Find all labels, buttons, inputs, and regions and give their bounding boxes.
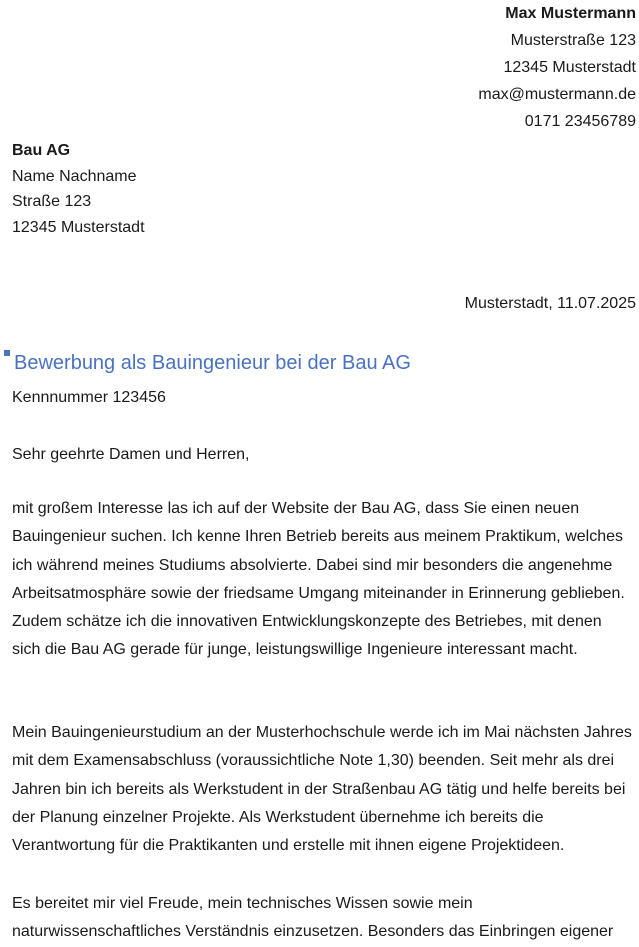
sender-street: Musterstraße 123 <box>510 32 636 49</box>
body-paragraph-3: Es bereitet mir viel Freude, mein technisches Wissen sowie mein naturwissenschaftliches Verständnis einzusetzen. Besonders das Einbringen eigener <box>12 895 614 941</box>
sender-name: Max Mustermann <box>505 5 636 22</box>
body-paragraph-2: Mein Bauingenieurstudium an der Musterhochschule werde ich im Mai nächsten Jahres mit dem Examensabschluss (voraussichtliche Note 1,30) beenden. Seit mehr als drei Jahren bin ich bereits als Werkstudent in der Straßenbau AG tätig und helfe bereits bei der Planung einzelner Projekte. Als Werkstudent übernehme ich bereits die Verantwortung für die Praktikanten und erstelle mit ihnen eigene Projektideen. <box>12 724 632 855</box>
subject-marker-icon <box>4 350 10 356</box>
sender-block <box>478 0 636 135</box>
body-paragraph-1: mit großem Interesse las ich auf der Website der Bau AG, dass Sie einen neuen Bauingenieur suchen. Ich kenne Ihren Betrieb bereits aus meinem Praktikum, welches ich während meines Studiums absolvierte. Dabei sind mir besonders die angenehme Arbeitsatmosphäre sowie der friedsame Umgang miteinander in Erinnerung geblieben. Zudem schätze ich die innovativen Entwicklungskonzepte des Betriebes, mit denen sich die Bau AG gerade für junge, leistungswillige Ingenieure interessant macht. <box>12 500 625 659</box>
sender-city: 12345 Musterstadt <box>503 59 636 76</box>
letter-subject: Bewerbung als Bauingenieur bei der Bau AG <box>14 352 411 374</box>
letter-date: Musterstadt, 11.07.2025 <box>464 295 636 312</box>
reference-number: Kennnummer 123456 <box>12 389 166 406</box>
recipient-block <box>12 138 145 240</box>
salutation: Sehr geehrte Damen und Herren, <box>12 446 250 463</box>
sender-phone: 0171 23456789 <box>524 113 636 130</box>
recipient-company: Bau AG <box>12 142 71 159</box>
recipient-street: Straße 123 <box>12 193 92 210</box>
sender-email: max@mustermann.de <box>478 86 636 103</box>
recipient-contact: Name Nachname <box>12 167 137 185</box>
recipient-city: 12345 Musterstadt <box>12 218 145 236</box>
